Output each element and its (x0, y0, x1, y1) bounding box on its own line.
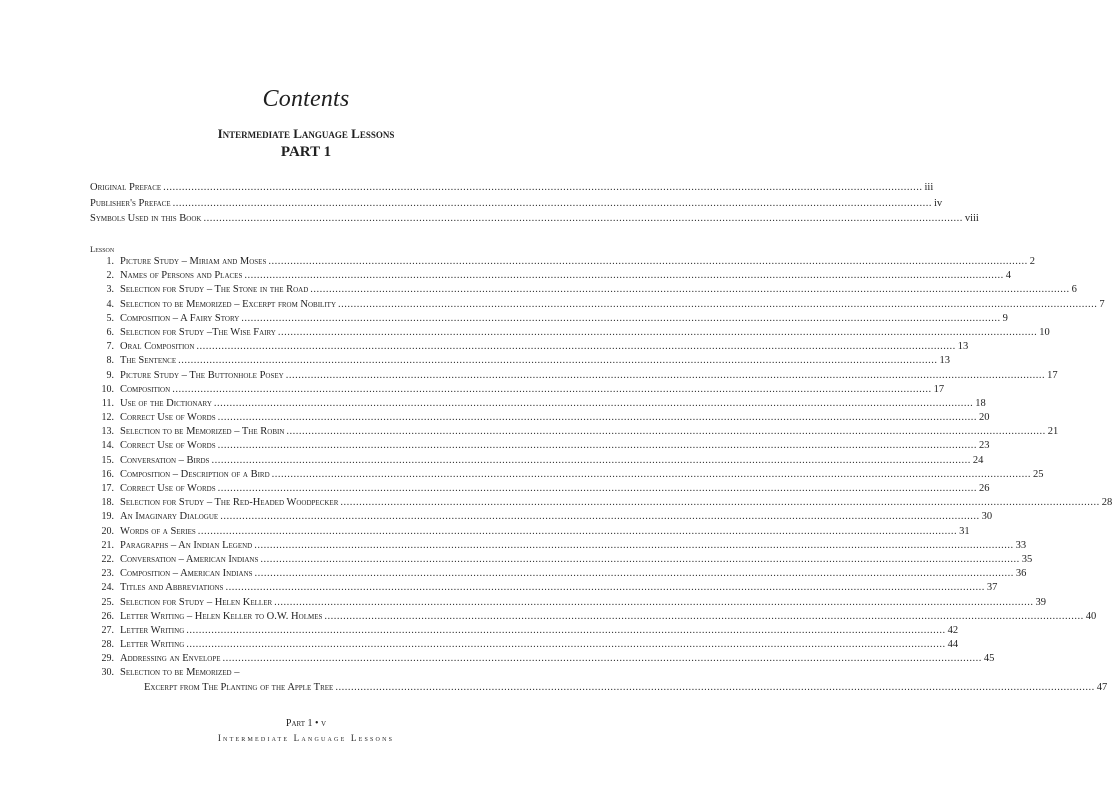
dot-leader (214, 397, 973, 411)
entry-label: The Sentence (120, 355, 177, 367)
entry-page-number: 4 (1005, 270, 1011, 282)
entry-label: Correct Use of Words (120, 412, 216, 424)
lesson-number: 12. (101, 412, 114, 424)
dot-leader (186, 638, 945, 652)
dot-leader (310, 283, 1069, 297)
toc-entry-lesson[interactable] (90, 638, 959, 652)
entry-page-number: 18 (975, 397, 986, 409)
lesson-number: 13. (101, 426, 114, 438)
lesson-number: 21. (101, 539, 114, 551)
lesson-number: 9. (106, 369, 114, 381)
dot-leader (286, 425, 1045, 439)
lesson-list (90, 243, 1112, 695)
lesson-number: 14. (101, 440, 114, 452)
entry-page-number: 13 (957, 341, 969, 353)
lesson-number: 16. (101, 468, 114, 480)
toc-entry-lesson[interactable] (90, 383, 945, 397)
toc-entry-lesson[interactable] (90, 624, 959, 638)
entry-label: Selection for Study – Helen Keller (120, 596, 273, 608)
toc-entry-lesson[interactable] (90, 468, 1044, 482)
entry-page-number: iii (924, 182, 934, 193)
lesson-number: 17. (101, 483, 114, 494)
toc-entry-lesson[interactable] (90, 369, 1058, 383)
toc-entry-lesson[interactable] (90, 255, 1035, 269)
entry-label: Composition – A Fairy Story (120, 312, 240, 324)
dot-leader (244, 269, 1003, 283)
dot-leader (340, 496, 1099, 510)
entry-label: Addressing an Envelope (120, 653, 221, 665)
entry-page-number: 7 (1099, 298, 1105, 310)
entry-page-number: 47 (1096, 681, 1108, 693)
entry-page-number: 33 (1015, 539, 1027, 551)
footer-book-title: Intermediate Language Lessons (217, 733, 395, 743)
lesson-number: 1. (106, 256, 114, 267)
entry-page-number: 21 (1047, 426, 1059, 438)
toc-entry-lesson[interactable] (90, 340, 969, 354)
toc-entry-lesson[interactable] (90, 312, 1008, 326)
entry-page-number: 9 (1002, 312, 1008, 324)
footer-page-label: Part 1 • v (285, 718, 327, 729)
entry-label: Composition – American Indians (120, 568, 253, 580)
entry-label: Words of a Series (120, 525, 196, 537)
lesson-number: 6. (106, 326, 114, 338)
entry-page-number: 42 (947, 624, 959, 636)
lesson-number: 10. (101, 383, 114, 395)
entry-label: Publisher's Preface (90, 197, 171, 209)
entry-label: Selection to be Memorized – Excerpt from Nobility (120, 298, 336, 310)
entry-label: Excerpt from The Planting of the Apple Tree (144, 681, 334, 693)
toc-entry-lesson[interactable] (90, 539, 1027, 553)
lesson-number: 4. (106, 298, 114, 310)
dot-leader (286, 369, 1045, 383)
dot-leader (223, 652, 982, 666)
dot-leader (268, 255, 1027, 269)
dot-leader (196, 340, 955, 354)
lesson-number: 7. (106, 341, 114, 353)
dot-leader (272, 468, 1031, 482)
toc-entry-lesson[interactable] (90, 425, 1059, 439)
toc-entry-lesson[interactable] (90, 269, 1011, 283)
entry-label: Picture Study – The Buttonhole Posey (120, 369, 284, 381)
entry-page-number: 28 (1101, 497, 1112, 509)
toc-entry-lesson[interactable] (90, 482, 990, 496)
toc-entry-lesson[interactable] (90, 666, 518, 680)
entry-label: Conversation – American Indians (120, 553, 259, 565)
entry-page-number: 26 (978, 483, 990, 494)
entry-label: Letter Writing (120, 624, 185, 636)
lesson-number: 30. (101, 667, 114, 679)
entry-label: An Imaginary Dialogue (120, 511, 219, 523)
dot-leader (218, 439, 977, 453)
lesson-number: 26. (101, 610, 114, 622)
entry-label: Selection for Study –The Wise Fairy (120, 326, 276, 338)
lesson-number: 27. (101, 624, 114, 636)
entry-label: Picture Study – Miriam and Moses (120, 256, 267, 267)
entry-page-number: 23 (978, 440, 990, 452)
dot-leader (218, 411, 977, 425)
lesson-number: 23. (101, 568, 114, 580)
lesson-column-heading: Lesson (90, 244, 115, 254)
dot-leader (186, 624, 945, 638)
entry-label: Letter Writing (120, 639, 185, 651)
toc-entry-lesson[interactable] (90, 411, 990, 425)
dot-leader (172, 383, 931, 397)
lesson-number: 25. (101, 596, 114, 608)
entry-label: Selection for Study – The Stone in the Road (120, 284, 309, 296)
entry-page-number: 35 (1021, 553, 1033, 565)
lesson-number: 15. (101, 454, 114, 466)
toc-entry-lesson[interactable] (90, 567, 1027, 581)
entry-page-number: 17 (1047, 369, 1058, 381)
entry-page-number: 37 (986, 582, 998, 594)
toc-entry-lesson[interactable] (90, 510, 993, 524)
toc-entry-original-preface[interactable] (90, 180, 934, 196)
entry-label: Correct Use of Words (120, 483, 216, 494)
dot-leader (220, 510, 979, 524)
toc-entry-lesson[interactable] (90, 454, 984, 468)
lesson-number: 2. (106, 270, 114, 282)
entry-label: Names of Persons and Places (120, 270, 243, 282)
entry-label: Selection to be Memorized – The Robin (120, 426, 285, 438)
book-subtitle: Intermediate Language Lessons (217, 126, 395, 141)
toc-entry-lesson[interactable] (90, 496, 1112, 510)
toc-entry-lesson[interactable] (90, 283, 1077, 297)
entry-label: Titles and Abbreviations (120, 582, 224, 594)
entry-label: Symbols Used in this Book (90, 213, 202, 224)
toc-entry-lesson[interactable] (90, 525, 970, 539)
entry-label: Composition (120, 383, 171, 395)
toc-entry-lesson[interactable] (90, 610, 1097, 624)
entry-page-number: 36 (1015, 568, 1027, 580)
entry-page-number: 17 (933, 383, 945, 395)
dot-leader (198, 525, 957, 539)
toc-entry-lesson[interactable] (90, 397, 986, 411)
toc-entry-lesson[interactable] (90, 354, 950, 368)
dot-leader (203, 211, 962, 227)
entry-page-number: 6 (1071, 284, 1077, 296)
entry-label: Correct Use of Words (120, 440, 216, 452)
toc-entry-lesson[interactable] (90, 298, 1105, 312)
toc-entry-symbols[interactable] (90, 211, 979, 227)
entry-label: Original Preface (90, 182, 162, 193)
entry-label: Use of the Dictionary (120, 397, 212, 409)
dot-leader (335, 681, 1094, 695)
entry-page-number: 13 (939, 355, 950, 367)
toc-entry-lesson[interactable] (90, 596, 1047, 610)
dot-leader (163, 180, 922, 196)
entry-label: Composition – Description of a Bird (120, 468, 270, 480)
entry-page-number: iv (934, 197, 943, 209)
entry-page-number: 40 (1085, 610, 1097, 622)
toc-entry-lesson[interactable] (90, 652, 995, 666)
dot-leader (178, 354, 937, 368)
entry-label: Selection for Study – The Red-Headed Woodpecker (120, 497, 339, 509)
lesson-number: 5. (106, 312, 114, 324)
entry-page-number: 25 (1033, 468, 1044, 480)
lesson-number: 20. (101, 525, 114, 537)
lesson-number: 22. (101, 553, 114, 565)
lesson-number: 3. (106, 284, 114, 296)
lesson-number: 18. (101, 497, 114, 509)
dot-leader (260, 553, 1019, 567)
lesson-number: 28. (101, 639, 114, 651)
dot-leader (254, 539, 1013, 553)
entry-label: Selection to be Memorized – (120, 667, 240, 679)
dot-leader (338, 298, 1097, 312)
entry-page-number: 44 (947, 639, 959, 651)
entry-label: Conversation – Birds (120, 454, 210, 466)
entry-label: Paragraphs – An Indian Legend (120, 539, 253, 551)
entry-page-number: 2 (1029, 256, 1035, 267)
dot-leader (173, 196, 932, 212)
dot-leader (324, 610, 1083, 624)
toc-entry-lesson[interactable] (90, 553, 1033, 567)
entry-page-number: 30 (981, 511, 993, 523)
lesson-number: 19. (101, 511, 114, 523)
toc-entry-lesson[interactable] (90, 326, 1050, 340)
dot-leader (211, 454, 970, 468)
dot-leader (241, 312, 1000, 326)
toc-entry-continuation[interactable] (90, 681, 1108, 695)
lesson-number: 24. (101, 582, 114, 594)
dot-leader (278, 326, 1037, 340)
entry-page-number: 45 (983, 653, 995, 665)
page-title: Contents (262, 86, 350, 112)
entry-label: Letter Writing – Helen Keller to O.W. Holmes (120, 610, 323, 622)
entry-page-number: 10 (1039, 326, 1050, 338)
entry-page-number: 31 (959, 525, 970, 537)
entry-page-number: 39 (1035, 596, 1047, 608)
toc-entry-lesson[interactable] (90, 581, 998, 595)
toc-entry-publishers-preface[interactable] (90, 196, 943, 212)
dot-leader (274, 596, 1033, 610)
dot-leader (225, 581, 984, 595)
dot-leader (218, 482, 977, 496)
entry-page-number: 20 (978, 412, 990, 424)
dot-leader (255, 567, 1014, 581)
part-heading: PART 1 (280, 144, 332, 160)
lesson-number: 8. (106, 355, 114, 367)
lesson-number: 29. (101, 653, 114, 665)
lesson-number: 11. (101, 397, 114, 409)
toc-entry-lesson[interactable] (90, 439, 990, 453)
entry-page-number: 24 (972, 454, 984, 466)
entry-label: Oral Composition (120, 341, 195, 353)
entry-page-number: viii (964, 213, 979, 224)
preface-list (90, 180, 979, 227)
